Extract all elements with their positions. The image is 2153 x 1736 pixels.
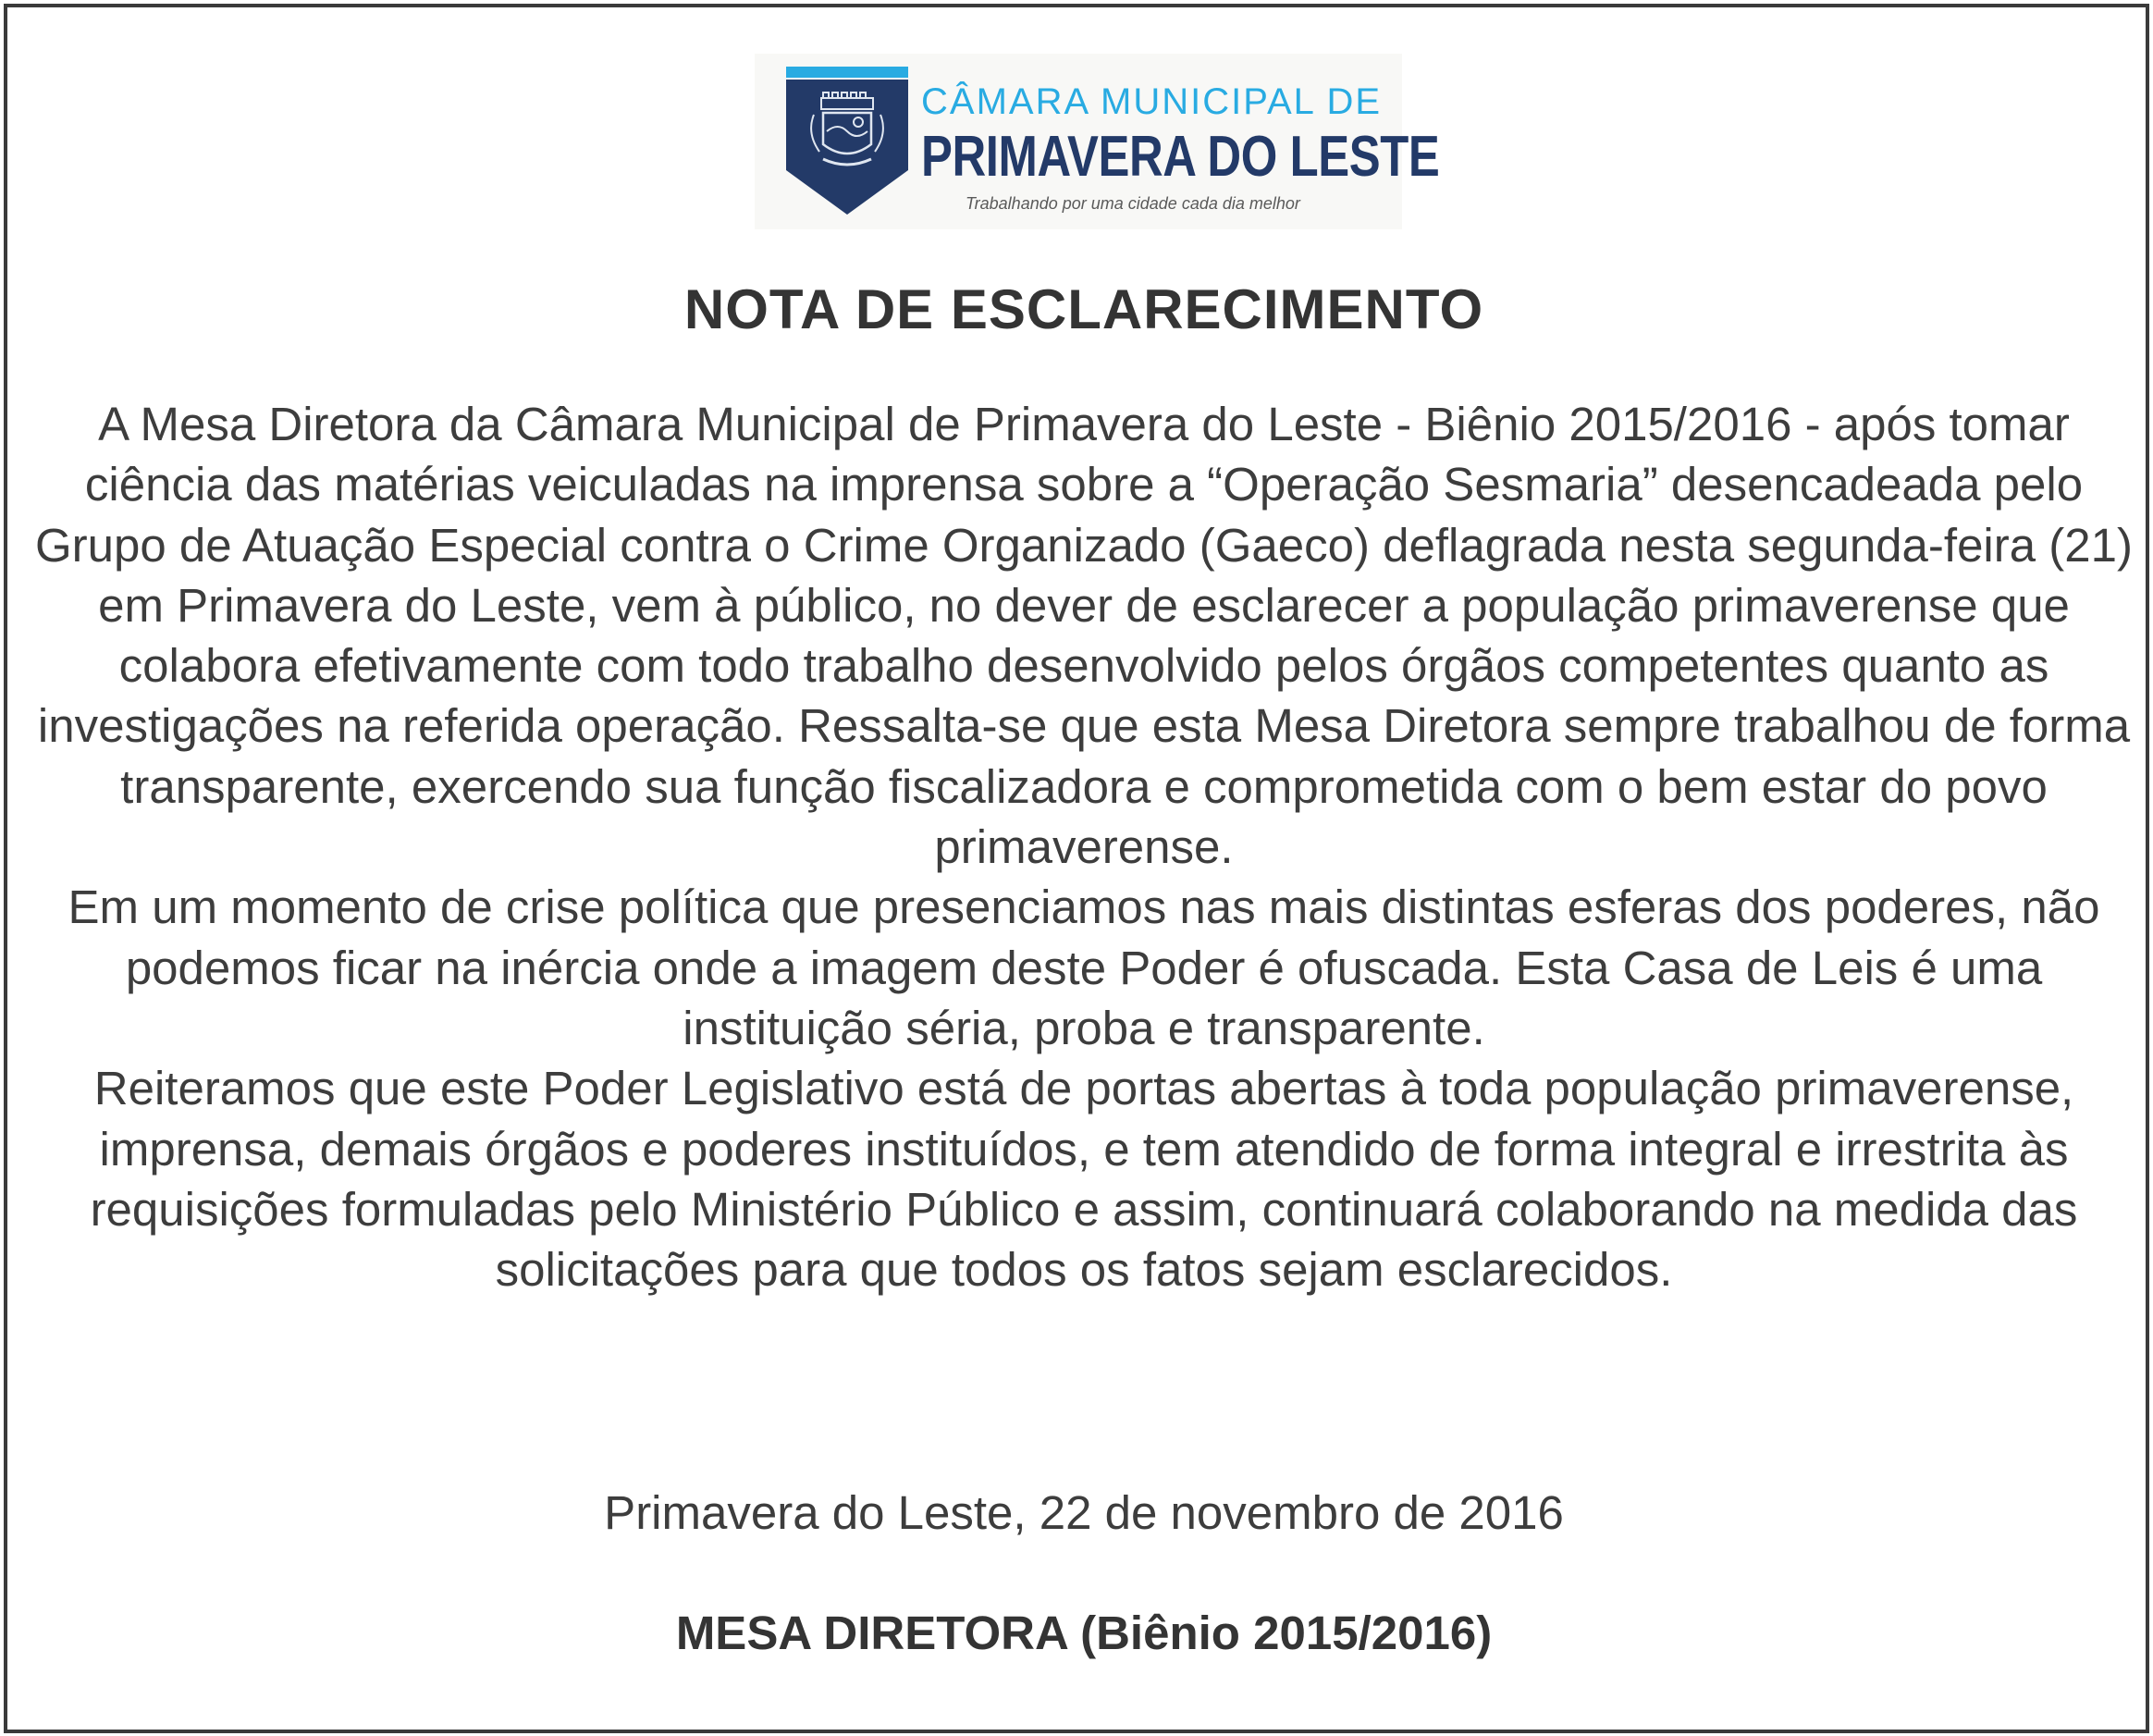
shield-emblem-icon: [786, 67, 908, 216]
document-body: [35, 394, 2133, 1299]
paragraph-3: Reiteramos que este Poder Legislativo está de portas abertas à toda população primaverense, imprensa, demais órgãos e poderes instituídos, e tem atendido de forma integral e irrestrita às requisições formuladas pelo Ministério Público e assim, continuará colaborando na medida das solicitações para que todos os fatos sejam esclarecidos.: [90, 1062, 2078, 1297]
date-line: Primavera do Leste, 22 de novembro de 2016: [604, 1486, 1564, 1539]
signature-line: MESA DIRETORA (Biênio 2015/2016): [675, 1607, 1493, 1659]
camara-logo: [755, 54, 1440, 229]
document-frame: [4, 4, 2149, 1733]
logo-line-camara: CÂMARA MUNICIPAL DE: [921, 81, 1383, 122]
logo-line-primavera: PRIMAVERA DO LESTE: [921, 125, 1440, 189]
paragraph-2: Em um momento de crise política que presenciamos nas mais distintas esferas dos poderes, não podemos ficar na inércia onde a imagem deste Poder é ofuscada. Esta Casa de Leis é uma instituição séria, proba e transparente.: [68, 880, 2100, 1054]
paragraph-1: A Mesa Diretora da Câmara Municipal de Primavera do Leste - Biênio 2015/2016 - após tomar ciência das matérias veiculadas na imprensa sobre a “Operação Sesmaria” desencadeada pelo Grupo de Atuação Especial contra o Crime Organizado (Gaeco) deflagrada nesta segunda-feira (21) em Primavera do Leste, vem à público, no dever de esclarecer a população primaverense que colabora efetivamente com todo trabalho desenvolvido pelos órgãos competentes quanto as investigações na referida operação. Ressalta-se que esta Mesa Diretora sempre trabalhou de forma transparente, exercendo sua função fiscalizadora e comprometida com o bem estar do povo primaverense.: [35, 398, 2133, 874]
document-title: NOTA DE ESCLARECIMENTO: [683, 278, 1484, 340]
logo-tagline: Trabalhando por uma cidade cada dia melhor: [966, 194, 1300, 213]
